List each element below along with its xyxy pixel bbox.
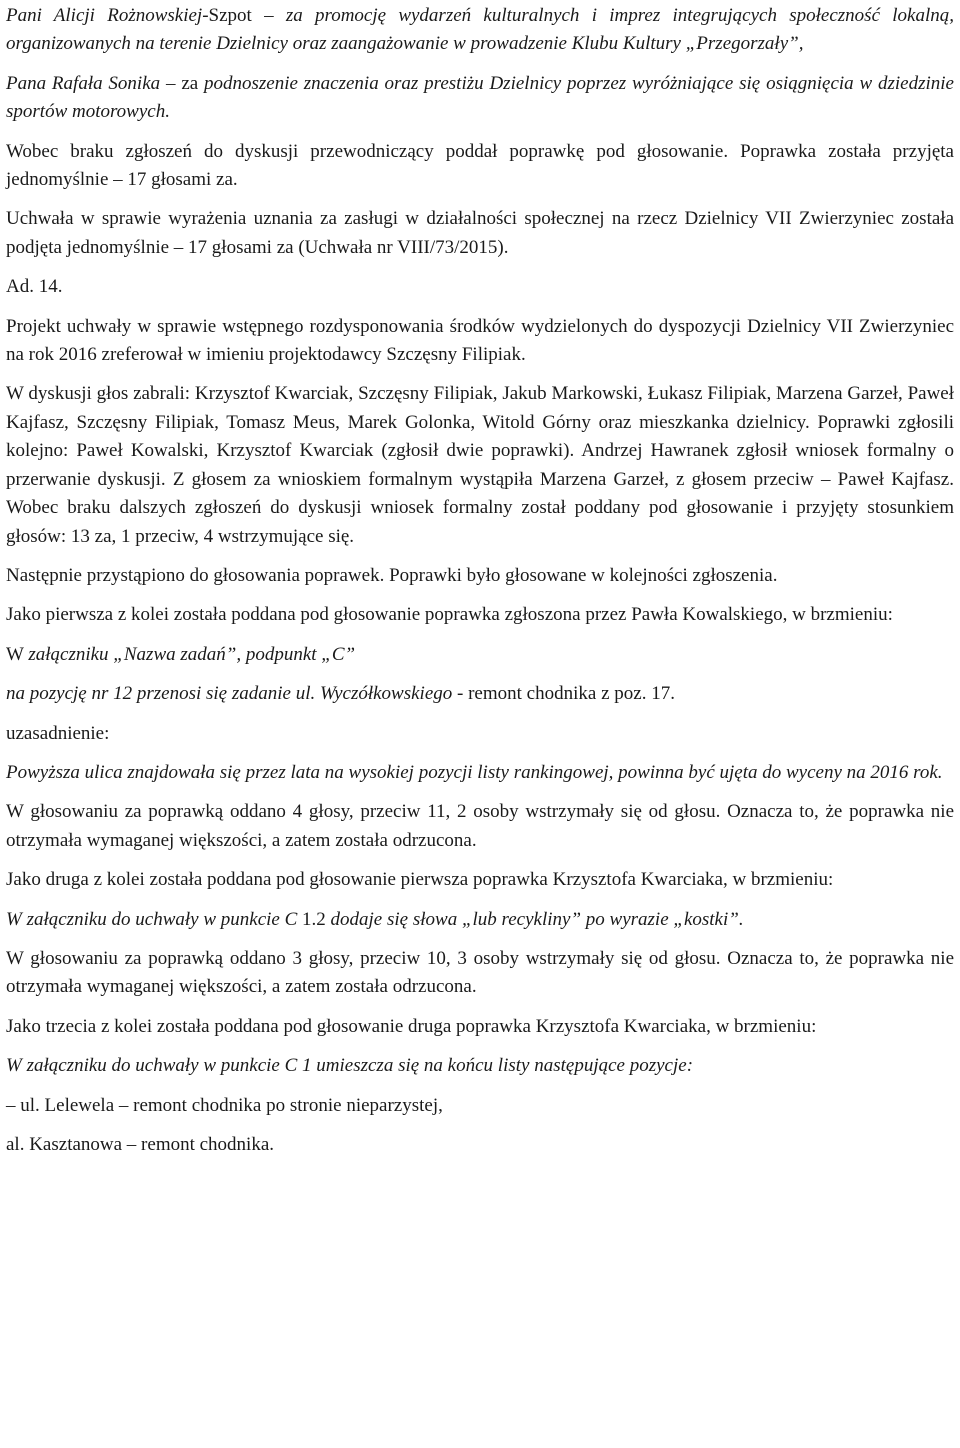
paragraph-award-rafal [6,70,954,127]
text-segment: Powyższa ulica znajdowała się przez lata na wysokiej pozycji listy rankingowej, powinna być ujęta do wyceny na 2016 rok. [6,761,943,783]
quote-amendment-content [6,680,954,708]
quote-attachment-heading [6,641,954,669]
text-segment: – za promocję wydarzeń kulturalnych i imprez integrujących społeczność lokalną, organizowanych na terenie Dzielnicy oraz zaangażowanie w prowadzenie Klubu Kultury „Przegorzały”, [6,5,954,55]
text-segment: uzasadnienie: [6,722,110,744]
justification-label [6,720,954,748]
text-segment: 1.2 [302,908,326,930]
paragraph-third-amendment [6,1013,954,1041]
text-segment: – ul. Lelewela – remont chodnika po stronie nieparzystej, [6,1094,443,1116]
text-segment: W [6,643,29,665]
paragraph-second-vote-result [6,945,954,1002]
text-segment: załączniku „Nazwa zadań”, podpunkt „C” [28,643,356,665]
text-segment: W głosowaniu za poprawką oddano 4 głosy, przeciw 11, 2 osoby wstrzymały się od głosu. Oznacza to, że poprawka nie otrzymała wymaganej większości, a zatem została odrzucona. [6,801,954,851]
text-segment: Projekt uchwały w sprawie wstępnego rozdysponowania środków wydzielonych do dyspozycji Dzielnicy VII Zwierzyniec na rok 2016 zreferował w imieniu projektodawcy Szczęsny Filipiak. [6,315,954,366]
text-segment: Następnie przystąpiono do głosowania poprawek. Poprawki było głosowane w kolejności zgłoszenia. [6,564,778,586]
text-segment: na pozycję nr 12 przenosi się zadanie ul. Wyczółkowskiego [6,683,453,705]
text-segment: dodaje się słowa „lub recykliny” po wyrazie „kostki”. [325,908,744,930]
text-segment: W głosowaniu za poprawką oddano 3 głosy, przeciw 10, 3 osoby wstrzymały się od głosu. Oznacza to, że poprawka nie otrzymała wymaganej większości, a zatem została odrzucona. [6,947,954,998]
paragraph-amendment-vote [6,138,954,195]
paragraph-amendments-voting [6,562,954,590]
paragraph-first-amendment [6,601,954,629]
justification-text [6,759,954,787]
text-segment: Jako pierwsza z kolei została poddana pod głosowanie poprawka zgłoszona przez Pawła Kowalskiego, w brzmieniu: [6,604,893,626]
list-item-kasztanowa [6,1131,954,1159]
text-segment: Pani Alicji Rożnowskiej- [6,5,209,26]
text-segment: Uchwała w sprawie wyrażenia uznania za zasługi w działalności społecznej na rzecz Dzielnicy VII Zwierzyniec została podjęta jednomyślnie – 17 głosami za (Uchwała nr VIII/73/2015). [6,208,954,258]
paragraph-first-vote-result [6,798,954,855]
paragraph-draft-resolution [6,313,954,370]
paragraph-resolution-adopted [6,205,954,262]
text-segment: al. Kasztanowa – remont chodnika. [6,1134,275,1155]
text-segment: Wobec braku zgłoszeń do dyskusji przewodniczący poddał poprawkę pod głosowanie. Poprawka została przyjęta jednomyślnie – 17 głosami za. [6,140,954,191]
text-segment: W załączniku do uchwały w punkcie C [6,908,303,930]
quote-third-amendment [6,1052,954,1080]
text-segment: W załączniku do uchwały w punkcie C 1 umieszcza się na końcu listy następujące pozycje: [6,1055,694,1077]
text-segment: W dyskusji głos zabrali: Krzysztof Kwarciak, Szczęsny Filipiak, Jakub Markowski, Łukasz Filipiak, Marzena Garzeł, Paweł Kajfasz, Szczęsny Filipiak, Tomasz Meus, Marek Golonka, Witold Górny oraz mieszkanka dzielnicy. Poprawki zgłosili kolejno: Paweł Kowalski, Krzysztof Kwarciak (zgłosił dwie poprawki). Andrzej Hawranek zgłosił wniosek formalny o przerwanie dyskusji. Z głosem za wnioskiem formalnym wystąpiła Marzena Garzeł, z głosem przeciw – Paweł Kajfasz. Wobec braku dalszych zgłoszeń do dyskusji wniosek formalny został poddany pod głosowanie i przyjęty stosunkiem głosów: 13 za, 1 przeciw, 4 wstrzymujące się. [6,383,954,547]
text-segment: Jako druga z kolei została poddana pod głosowanie pierwsza poprawka Krzysztofa Kwarciaka, w brzmieniu: [6,869,834,891]
text-segment: podnoszenie znaczenia oraz prestiżu Dzielnicy poprzez wyróżniające się osiągnięcia w dziedzinie sportów motorowych. [6,72,954,123]
paragraph-second-amendment [6,866,954,894]
text-segment: – za [160,72,205,94]
quote-second-amendment [6,906,954,934]
list-item-lelewela [6,1092,954,1120]
agenda-item-heading [6,273,954,301]
text-segment: Szpot [208,5,252,26]
text-segment: Ad. 14. [6,276,63,298]
paragraph-discussion [6,380,954,550]
text-segment: - remont chodnika z poz. 17. [452,683,675,705]
text-segment: Jako trzecia z kolei została poddana pod głosowanie druga poprawka Krzysztofa Kwarciaka, w brzmieniu: [6,1015,817,1037]
paragraph-award-alicja [6,2,954,59]
text-segment: Pana Rafała Sonika [6,72,161,94]
